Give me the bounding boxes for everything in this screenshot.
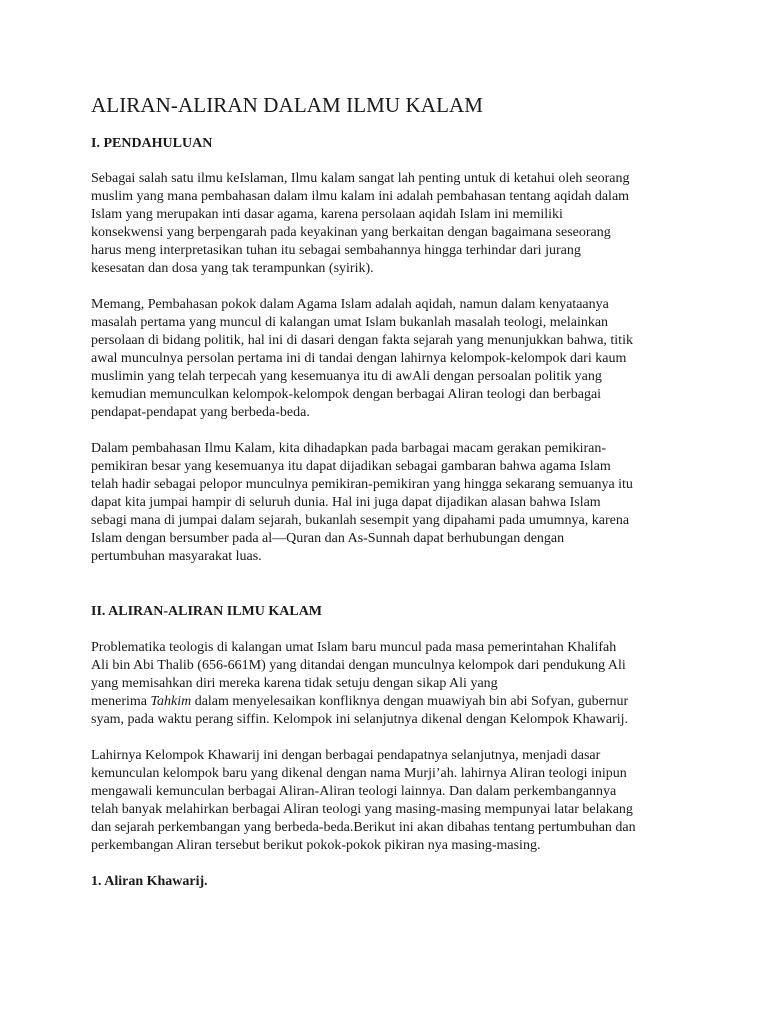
text-line: kesesatan dan dosa yang tak terampunkan (syirik).: [91, 261, 374, 276]
text-line: dapat kita jumpai hampir di seluruh dunia. Hal ini juga dapat dijadikan alasan bahwa Islam: [91, 495, 601, 510]
text-line: dan sejarah perkembangan yang berbeda-beda.Berikut ini akan dibahas tentang pertumbuhan dan: [91, 820, 636, 835]
text-line: syam, pada waktu perang siffin. Kelompok ini selanjutnya dikenal dengan Kelompok Khawarij.: [91, 712, 629, 727]
text-line: pemikiran besar yang kesemuanya itu dapat dijadikan sebagai gambaran bahwa agama Islam: [91, 459, 611, 474]
paragraph-pendahuluan-3: [91, 440, 691, 566]
text-line: persolaan di bidang politik, hal ini di dasari dengan fakta sejarah yang menunjukkan bahwa, titik: [91, 333, 633, 348]
text-line: Islam dengan bersumber pada al—Quran dan As-Sunnah dapat berhubungan dengan: [91, 531, 565, 546]
text-line: awal munculnya persolan pertama ini di tandai dengan lahirnya kelompok-kelompok dari kaum: [91, 351, 627, 366]
text-line: kemudian memunculkan kelompok-kelompok dengan berbagai Aliran teologi dan berbagai: [91, 387, 602, 402]
paragraph-pendahuluan-1: [91, 170, 691, 278]
subheading-aliran-khawarij: 1. Aliran Khawarij.: [91, 874, 208, 889]
text-line: Sebagai salah satu ilmu keIslaman, Ilmu kalam sangat lah penting untuk di ketahui oleh seorang: [91, 171, 630, 186]
text-line: Islam yang merupakan inti dasar agama, karena persolaan aqidah Islam ini memiliki: [91, 207, 563, 222]
text-line: Problematika teologis di kalangan umat Islam baru muncul pada masa pemerintahan Khalifah: [91, 640, 617, 655]
text-line: muslim yang mana pembahasan dalam ilmu kalam ini adalah pembahasan tentang aqidah dalam: [91, 189, 630, 204]
text-line-with-italic: [91, 693, 691, 711]
text-line: harus meng interpretasikan tuhan itu sebagai sembahannya hingga terhindar dari jurang: [91, 243, 581, 258]
text-line: konsekwensi yang berpengarah pada keyakinan yang berkaitan dengan bagaimana seseorang: [91, 225, 611, 240]
text-line: Lahirnya Kelompok Khawarij ini dengan berbagai pendapatnya selanjutnya, menjadi dasar: [91, 748, 601, 763]
paragraph-aliran-2: [91, 747, 691, 855]
text-line: pendapat-pendapat yang berbeda-beda.: [91, 405, 310, 420]
paragraph-pendahuluan-2: [91, 296, 691, 422]
text-line: Memang, Pembahasan pokok dalam Agama Islam adalah aqidah, namun dalam kenyataanya: [91, 297, 609, 312]
paragraph-aliran-1: [91, 639, 691, 729]
text-line: kemunculan kelompok baru yang dikenal dengan nama Murji’ah. lahirnya Aliran teologi inipun: [91, 766, 627, 781]
text-segment: menerima: [91, 694, 151, 709]
text-line: Dalam pembahasan Ilmu Kalam, kita dihadapkan pada barbagai macam gerakan pemikiran-: [91, 441, 607, 456]
text-segment: dalam menyelesaikan konfliknya dengan muawiyah bin abi Sofyan, gubernur: [191, 694, 629, 709]
document-page: [91, 93, 691, 891]
section-heading-aliran-aliran: II. ALIRAN-ALIRAN ILMU KALAM: [91, 604, 323, 619]
text-line: sebagi mana di jumpai dalam sejarah, bukanlah sesempit yang dipahami pada umumnya, karena: [91, 513, 630, 528]
text-line: pertumbuhan masyarakat luas.: [91, 549, 262, 564]
text-line: telah banyak melahirkan berbagai Aliran teologi yang masing-masing mempunyai latar belakang: [91, 802, 633, 817]
text-line: Ali bin Abi Thalib (656-661M) yang ditandai dengan munculnya kelompok dari pendukung Ali: [91, 658, 626, 673]
text-line: muslimin yang telah terpecah yang kesemuanya itu di awAli dengan persoalan politik yang: [91, 369, 602, 384]
text-line: yang memisahkan diri mereka karena tidak setuju dengan sikap Ali yang: [91, 676, 498, 691]
text-line: masalah pertama yang muncul di kalangan umat Islam bukanlah masalah teologi, melainkan: [91, 315, 609, 330]
text-line: perkembangan Aliran tersebut berikut pokok-pokok pikiran nya masing-masing.: [91, 838, 541, 853]
text-line: mengawali kemunculan berbagai Aliran-Aliran teologi lainnya. Dan dalam perkembangannya: [91, 784, 617, 799]
italic-term-tahkim: Tahkim: [150, 694, 192, 709]
document-title: ALIRAN-ALIRAN DALAM ILMU KALAM: [91, 93, 484, 117]
text-line: telah hadir sebagai pelopor munculnya pemikiran-pemikiran yang hingga sekarang semuanya itu: [91, 477, 633, 492]
section-heading-pendahuluan: I. PENDAHULUAN: [91, 136, 213, 151]
